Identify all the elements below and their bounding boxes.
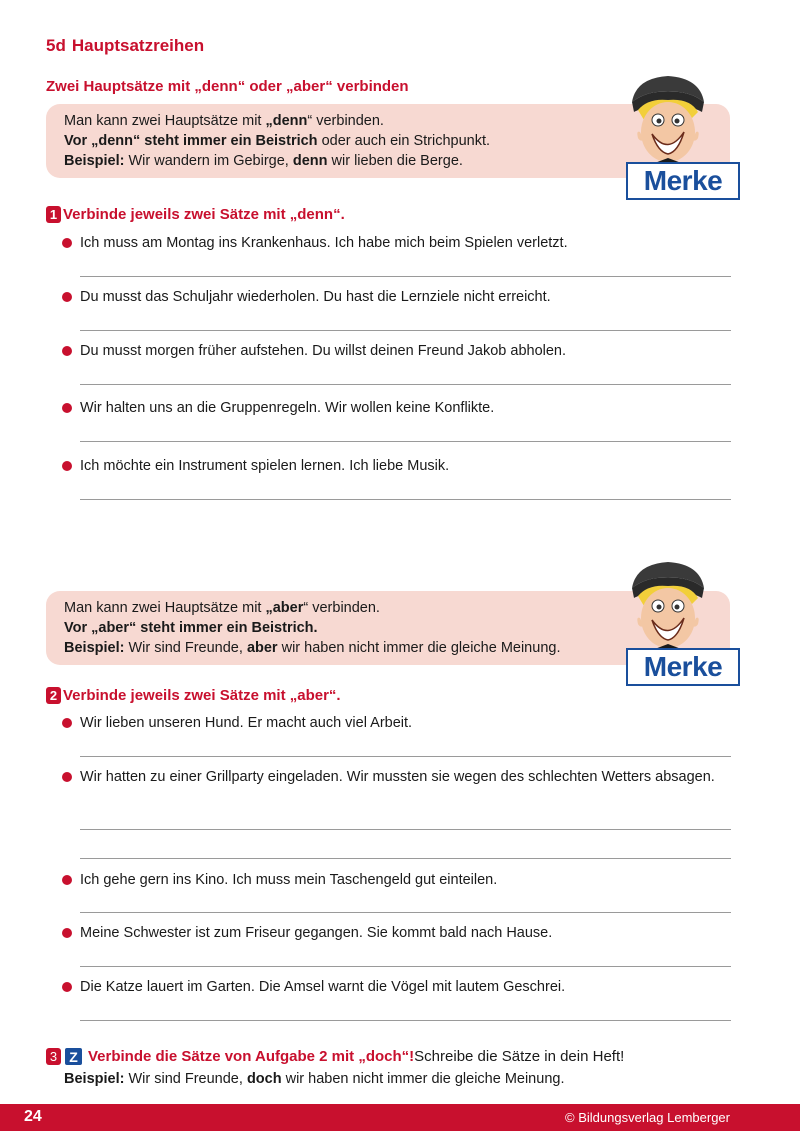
task-number: 3 (46, 1048, 61, 1065)
bullet-icon (62, 718, 72, 728)
bullet-icon (62, 238, 72, 248)
answer-line[interactable] (80, 1020, 731, 1021)
list-item: Du musst das Schuljahr wiederholen. Du hast die Lernziele nicht erreicht. (62, 287, 732, 307)
list-item: Meine Schwester ist zum Friseur gegangen. Sie kommt bald nach Hause. (62, 923, 732, 943)
merke-badge: Merke (626, 648, 740, 686)
subtitle: Zwei Hauptsätze mit „denn“ oder „aber“ verbinden (46, 78, 409, 95)
task-instruction: Verbinde jeweils zwei Sätze mit „aber“. (63, 687, 341, 704)
bullet-icon (62, 982, 72, 992)
list-item: Die Katze lauert im Garten. Die Amsel warnt die Vögel mit lautem Geschrei. (62, 977, 732, 997)
task-number: 2 (46, 687, 61, 704)
task-3-heading (46, 1048, 624, 1065)
merke-example: Beispiel: Wir sind Freunde, aber wir haben nicht immer die gleiche Meinung. (64, 640, 561, 656)
copyright: © Bildungsverlag Lemberger (565, 1110, 730, 1125)
list-item: Ich gehe gern ins Kino. Ich muss mein Taschengeld gut einteilen. (62, 870, 732, 890)
merke-line-1: Man kann zwei Hauptsätze mit „denn“ verbinden. (64, 113, 384, 129)
task-3-example: Beispiel: Wir sind Freunde, doch wir haben nicht immer die gleiche Meinung. (64, 1071, 565, 1087)
answer-line[interactable] (80, 966, 731, 967)
bullet-icon (62, 875, 72, 885)
list-item: Ich muss am Montag ins Krankenhaus. Ich habe mich beim Spielen verletzt. (62, 233, 732, 253)
merke-line-2: Vor „aber“ steht immer ein Beistrich. (64, 620, 318, 636)
list-item: Wir lieben unseren Hund. Er macht auch viel Arbeit. (62, 713, 732, 733)
page-number: 24 (24, 1108, 42, 1125)
z-zusatz-icon: Z (65, 1048, 82, 1065)
answer-line[interactable] (80, 499, 731, 500)
bullet-icon (62, 403, 72, 413)
answer-line[interactable] (80, 330, 731, 331)
list-item: Wir hatten zu einer Grillparty eingeladen. Wir mussten sie wegen des schlechten Wetters absagen. (62, 767, 732, 787)
boy-mascot-icon (618, 558, 718, 658)
bullet-icon (62, 461, 72, 471)
answer-line[interactable] (80, 829, 731, 830)
answer-line[interactable] (80, 441, 731, 442)
task-instruction: Verbinde jeweils zwei Sätze mit „denn“. (63, 206, 345, 223)
footer-bar (0, 1104, 800, 1131)
bullet-icon (62, 346, 72, 356)
task-number: 1 (46, 206, 61, 223)
boy-mascot-icon (618, 72, 718, 172)
merke-badge: Merke (626, 162, 740, 200)
merke-line-2: Vor „denn“ steht immer ein Beistrich oder auch ein Strichpunkt. (64, 133, 491, 149)
bullet-icon (62, 772, 72, 782)
task-2-heading (46, 687, 341, 704)
answer-line[interactable] (80, 276, 731, 277)
list-item: Du musst morgen früher aufstehen. Du willst deinen Freund Jakob abholen. (62, 341, 732, 361)
task-1-heading (46, 206, 345, 223)
merke-example: Beispiel: Wir wandern im Gebirge, denn wir lieben die Berge. (64, 153, 463, 169)
task-instruction: Verbinde die Sätze von Aufgabe 2 mit „doch“! (88, 1048, 415, 1065)
merke-line-1: Man kann zwei Hauptsätze mit „aber“ verbinden. (64, 600, 380, 616)
list-item: Wir halten uns an die Gruppenregeln. Wir wollen keine Konflikte. (62, 398, 732, 418)
page-title (46, 36, 204, 56)
answer-line[interactable] (80, 756, 731, 757)
section-number: 5d (46, 36, 66, 55)
section-title: Hauptsatzreihen (71, 36, 205, 55)
bullet-icon (62, 928, 72, 938)
bullet-icon (62, 292, 72, 302)
answer-line[interactable] (80, 384, 731, 385)
task-instruction-rest: Schreibe die Sätze in dein Heft! (414, 1048, 625, 1065)
list-item: Ich möchte ein Instrument spielen lernen. Ich liebe Musik. (62, 456, 732, 476)
answer-line[interactable] (80, 912, 731, 913)
answer-line[interactable] (80, 858, 731, 859)
